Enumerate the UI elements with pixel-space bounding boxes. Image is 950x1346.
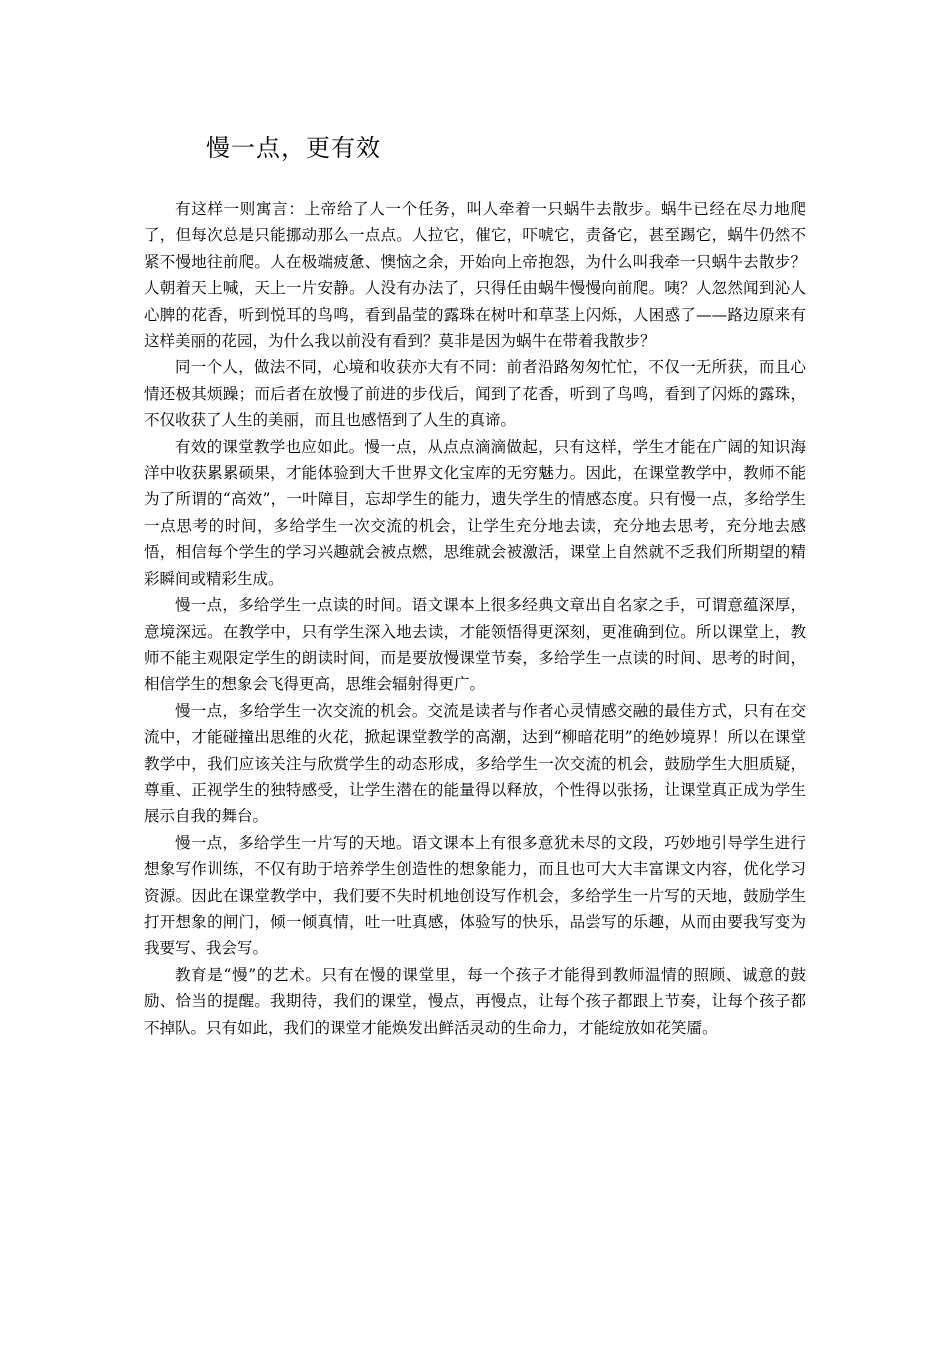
paragraph-6: 慢一点，多给学生一片写的天地。语文课本上有很多意犹未尽的文段，巧妙地引导学生进行想象写作训练，不仅有助于培养学生创造性的想象能力，而且也可大大丰富课文内容，优化学习资源。因此在课堂教学中，我们要不失时机地创设写作机会，多给学生一片写的天地，鼓励学生打开想象的闸门，倾一倾真情，吐一吐真感，体验写的快乐，品尝写的乐趣，从而由要我写变为我要写、我会写。: [144, 833, 806, 958]
paragraph-3: 有效的课堂教学也应如此。慢一点，从点点滴滴做起，只有这样，学生才能在广阔的知识海洋中收获累累硕果，才能体验到大千世界文化宝库的无穷魅力。因此，在课堂教学中，教师不能为了所谓的“高效”，一叶障目，忘却学生的能力，遗失学生的情感态度。只有慢一点，多给学生一点思考的时间，多给学生一次交流的机会，让学生充分地去读，充分地去思考，充分地去感悟，相信每个学生的学习兴趣就会被点燃，思维就会被激活，课堂上自然就不乏我们所期望的精彩瞬间或精彩生成。: [144, 437, 806, 588]
paragraph-4: 慢一点，多给学生一点读的时间。语文课本上很多经典文章出自名家之手，可谓意蕴深厚，意境深远。在教学中，只有学生深入地去读，才能领悟得更深刻，更准确到位。所以课堂上，教师不能主观限定学生的朗读时间，而是要放慢课堂节奏，多给学生一点读的时间、思考的时间，相信学生的想象会飞得更高，思维会辐射得更广。: [144, 596, 806, 694]
document-title: 慢一点，更有效: [206, 134, 381, 162]
paragraph-2: 同一个人，做法不同，心境和收获亦大有不同：前者沿路匆匆忙忙，不仅一无所获，而且心情还极其烦躁；而后者在放慢了前进的步伐后，闻到了花香，听到了鸟鸣，看到了闪烁的露珠，不仅收获了人生的美丽，而且也感悟到了人生的真谛。: [144, 358, 806, 430]
paragraph-5: 慢一点，多给学生一次交流的机会。交流是读者与作者心灵情感交融的最佳方式，只有在交流中，才能碰撞出思维的火花，掀起课堂教学的高潮，达到“柳暗花明”的绝妙境界！所以在课堂教学中，我们应该关注与欣赏学生的动态形成，多给学生一次交流的机会，鼓励学生大胆质疑，尊重、正视学生的独特感受，让学生潜在的能量得以释放，个性得以张扬，让课堂真正成为学生展示自我的舞台。: [144, 701, 806, 826]
paragraph-1: 有这样一则寓言：上帝给了人一个任务，叫人牵着一只蜗牛去散步。蜗牛已经在尽力地爬了，但每次总是只能挪动那么一点点。人拉它，催它，吓唬它，责备它，甚至踢它，蜗牛仍然不紧不慢地往前爬。人在极端疲惫、懊恼之余，开始向上帝抱怨，为什么叫我牵一只蜗牛去散步？人朝着天上喊，天上一片安静。人没有办法了，只得任由蜗牛慢慢向前爬。咦？人忽然闻到沁人心脾的花香，听到悦耳的鸟鸣，看到晶莹的露珠在树叶和草茎上闪烁，人困惑了——路边原来有这样美丽的花园，为什么我以前没有看到？莫非是因为蜗牛在带着我散步？: [144, 200, 806, 351]
paragraph-7: 教育是“慢”的艺术。只有在慢的课堂里，每一个孩子才能得到教师温情的照顾、诚意的鼓励、恰当的提醒。我期待，我们的课堂，慢点，再慢点，让每个孩子都跟上节奏，让每个孩子都不掉队。只有如此，我们的课堂才能焕发出鲜活灵动的生命力，才能绽放如花笑靥。: [144, 965, 806, 1037]
document-body: [144, 196, 806, 1041]
